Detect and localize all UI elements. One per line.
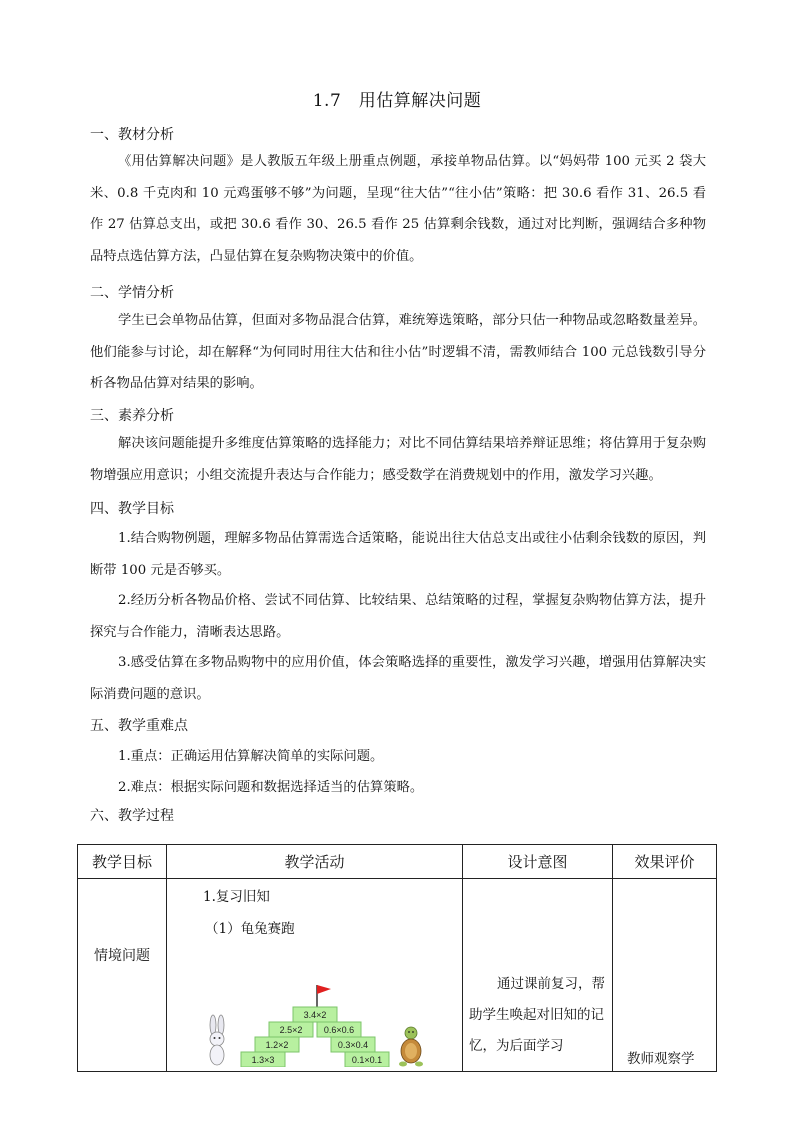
section-text-2: 学生已会单物品估算，但面对多物品混合估算，难统筹选策略，部分只估一种物品或忽略数量差异。他们能参与讨论，却在解释“为何同时用往大估和往小估”时逻辑不清，需教师结合 100 元总钱数引导分析各物品估算对结果的影响。	[90, 313, 706, 392]
teaching-process-table	[77, 844, 717, 1072]
block-label-top: 3.4×2	[303, 1010, 327, 1020]
section-heading-6: 六、教学过程	[90, 808, 174, 824]
cell-evaluation	[613, 879, 717, 1072]
header-intent: 设计意图	[463, 845, 613, 879]
section-heading-2: 二、学情分析	[90, 285, 174, 301]
cell-intent	[463, 879, 613, 1072]
rabbit-icon	[210, 1015, 224, 1065]
table-row	[78, 879, 717, 1072]
header-goal: 教学目标	[78, 845, 167, 879]
intent-text: 通过课前复习，帮助学生唤起对旧知的记忆，为后面学习	[469, 976, 605, 1054]
section-heading-3: 三、素养分析	[90, 408, 174, 424]
section-heading-1: 一、教材分析	[90, 127, 174, 143]
section-text-3: 解决该问题能提升多维度估算策略的选择能力；对比不同估算结果培养辩证思维；将估算用于复杂购物增强应用意识；小组交流提升表达与合作能力；感受数学在消费规划中的作用，激发学习兴趣。	[90, 436, 706, 483]
block-label-right-2: 0.6×0.6	[323, 1025, 355, 1035]
turtle-icon	[399, 1027, 423, 1067]
goal-item-3: 3.感受估算在多物品购物中的应用价值，体会策略选择的重要性，激发学习兴趣，增强用估算解决实际消费问题的意识。	[90, 655, 706, 702]
goal-item-2: 2.经历分析各物品价格、尝试不同估算、比较结果、总结策略的过程，掌握复杂购物估算方法，提升探究与合作能力，清晰表达思路。	[90, 593, 706, 640]
evaluation-text: 教师观察学	[627, 1051, 695, 1067]
cell-activity	[167, 879, 463, 1072]
keypoint-item-1: 1.重点：正确运用估算解决简单的实际问题。	[118, 749, 384, 764]
header-activity: 教学活动	[167, 845, 463, 879]
flag-icon	[317, 985, 331, 994]
block-label-left-2: 2.5×2	[279, 1025, 303, 1035]
activity-review: 1.复习旧知	[203, 889, 270, 905]
goal-text: 情境问题	[94, 947, 150, 964]
table-header-row	[78, 845, 717, 879]
document-title: 1.7 用估算解决问题	[312, 91, 482, 111]
section-text-1: 《用估算解决问题》是人教版五年级上册重点例题，承接单物品估算。以“妈妈带 100 元买 2 袋大米、0.8 千克肉和 10 元鸡蛋够不够”为问题，呈现“往大估”“往小估”策略：把 30.6 看作 31、26.5 看作 27 估算总支出，或把 30.6 看作 30、26.5 看作 25 估算剩余钱数，通过对比判断，强调结合多种物品特点选估算方法，凸显估算在复杂购物决策中的价值。	[90, 154, 706, 264]
block-label-left-3: 1.2×2	[265, 1040, 289, 1050]
cell-goal	[78, 879, 167, 1072]
section-heading-4: 四、教学目标	[90, 501, 174, 517]
header-evaluation: 效果评价	[613, 845, 717, 879]
keypoint-item-2: 2.难点：根据实际问题和数据选择适当的估算策略。	[118, 780, 424, 795]
block-label-left-4: 1.3×3	[251, 1055, 275, 1065]
block-label-right-3: 0.3×0.4	[337, 1040, 369, 1050]
turtle-rabbit-race-illustration	[199, 977, 429, 1067]
block-label-right-4: 0.1×0.1	[351, 1055, 383, 1065]
section-heading-5: 五、教学重难点	[90, 718, 188, 734]
activity-race: （1）龟兔赛跑	[205, 921, 295, 937]
goal-item-1: 1.结合购物例题，理解多物品估算需选合适策略，能说出往大估总支出或往小估剩余钱数的原因，判断带 100 元是否够买。	[90, 531, 706, 578]
